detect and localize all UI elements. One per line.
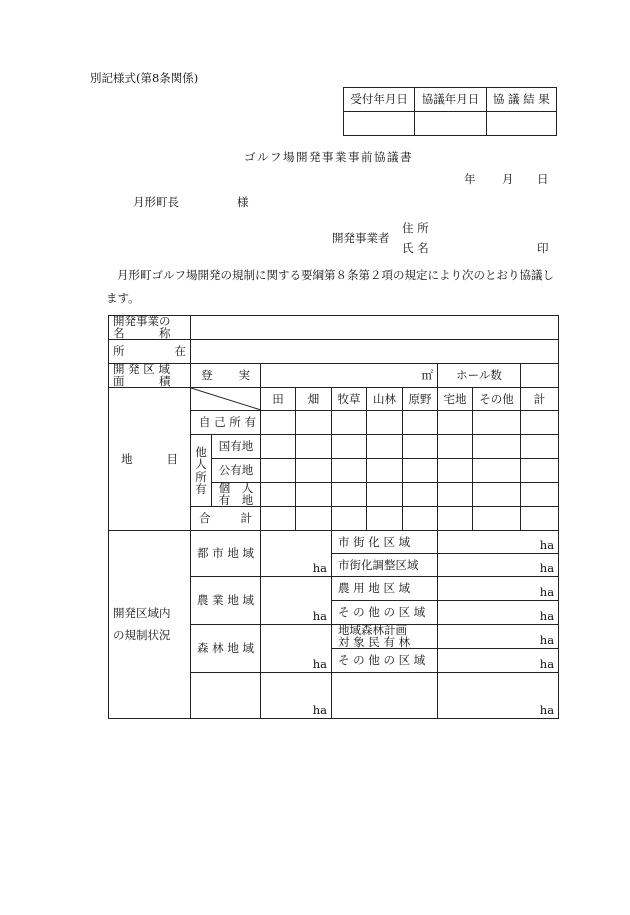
ha-unit: ha: [312, 561, 327, 576]
holes-value-cell[interactable]: [521, 364, 559, 388]
subtotal-label: 合 計: [191, 507, 261, 531]
form-reference: 別記様式(第8条関係): [90, 71, 199, 85]
cell[interactable]: [332, 459, 367, 483]
extra-zone-value[interactable]: ha: [438, 673, 559, 719]
header-rice: 田: [261, 388, 296, 411]
header-pasture: 牧草: [332, 388, 367, 411]
own-land-label: 自 己 所 有: [191, 411, 261, 435]
agri-area-value[interactable]: ha: [261, 577, 332, 625]
cell[interactable]: [403, 507, 438, 531]
addressee-name: 月形町長: [133, 195, 179, 209]
cell[interactable]: [438, 459, 473, 483]
agri-other-zone-value[interactable]: ha: [438, 601, 559, 625]
main-form-table: [108, 315, 559, 719]
date-day: 日: [537, 172, 549, 186]
receipt-date-header: 受付年月日: [344, 88, 415, 112]
square-meter-unit: ㎡: [421, 368, 433, 383]
cell[interactable]: [473, 507, 521, 531]
result-header: 協 議 結 果: [486, 88, 556, 112]
header-wild: 原野: [403, 388, 438, 411]
agri-zone-label: 農 用 地 区 域: [332, 577, 438, 601]
receipt-table: [343, 87, 557, 136]
adjustment-zone-value[interactable]: ha: [438, 554, 559, 577]
header-other: その他: [473, 388, 521, 411]
cell[interactable]: [473, 435, 521, 459]
header-residential: 宅地: [438, 388, 473, 411]
holes-label: ホール数: [438, 364, 521, 388]
cell[interactable]: [403, 483, 438, 507]
cell[interactable]: [438, 435, 473, 459]
location-cell[interactable]: [191, 340, 559, 364]
agri-other-zone-label: そ の 他 の 区 域: [332, 601, 438, 625]
regulation-status-label: 開発区域内 の規制状況: [109, 531, 191, 719]
location-label: 所 在: [109, 340, 191, 364]
land-category-label: 地 目: [109, 388, 191, 531]
cell[interactable]: [296, 435, 332, 459]
forest-plan-value[interactable]: ha: [438, 625, 559, 649]
consult-date-cell[interactable]: [415, 112, 486, 136]
private-land-label: 個 人 有 地: [212, 483, 261, 507]
forest-other-zone-value[interactable]: ha: [438, 649, 559, 673]
forest-area-value[interactable]: ha: [261, 625, 332, 673]
urban-area-value[interactable]: [261, 531, 332, 577]
cell[interactable]: [521, 507, 559, 531]
cell[interactable]: [367, 507, 403, 531]
area-measure-label: 登 実: [191, 364, 261, 388]
project-name-label: 開発事業の 名 称: [109, 316, 191, 340]
cell[interactable]: [296, 483, 332, 507]
header-forest: 山林: [367, 388, 403, 411]
agri-zone-value[interactable]: ha: [438, 577, 559, 601]
area-label: 開 発 区 域 面 積: [109, 364, 191, 388]
urbanization-zone-label: 市 街 化 区 域: [332, 531, 438, 554]
cell[interactable]: [296, 459, 332, 483]
cell[interactable]: [332, 411, 367, 435]
cell[interactable]: [473, 411, 521, 435]
diagonal-header-cell: [191, 388, 261, 411]
agri-area-label: 農 業 地 域: [191, 577, 261, 625]
cell[interactable]: [521, 459, 559, 483]
cell[interactable]: [296, 411, 332, 435]
extra-area-value[interactable]: ha: [261, 673, 332, 719]
cell[interactable]: [261, 435, 296, 459]
cell[interactable]: [403, 411, 438, 435]
cell[interactable]: [261, 483, 296, 507]
applicant-name-label: 氏 名: [402, 241, 429, 255]
forest-plan-label: 地域森林計画 対 象 民 有 林: [332, 625, 438, 649]
consult-date-header: 協議年月日: [415, 88, 486, 112]
date-month: 月: [502, 172, 514, 186]
cell[interactable]: [438, 411, 473, 435]
urban-area-label: 都 市 地 域: [191, 531, 261, 577]
extra-zone-label[interactable]: [332, 673, 438, 719]
receipt-date-cell[interactable]: [344, 112, 415, 136]
urbanization-zone-value[interactable]: ha: [438, 531, 559, 554]
forest-area-label: 森 林 地 域: [191, 625, 261, 673]
diagonal-line: [191, 388, 261, 410]
forest-other-zone-label: そ の 他 の 区 域: [332, 649, 438, 673]
header-total: 計: [521, 388, 559, 411]
result-cell[interactable]: [486, 112, 556, 136]
header-field: 畑: [296, 388, 332, 411]
body-text-line1: 月形町ゴルフ場開発の規制に関する要綱第８条第２項の規定により次のとおり協議し: [117, 268, 554, 282]
other-owned-label: 他 人 所 有: [191, 435, 212, 507]
cell[interactable]: [403, 435, 438, 459]
cell[interactable]: [367, 435, 403, 459]
public-land-label: 公有地: [212, 459, 261, 483]
date-year: 年: [464, 172, 476, 186]
cell[interactable]: [261, 411, 296, 435]
cell[interactable]: [473, 459, 521, 483]
document-title: ゴルフ場開発事業事前協議書: [244, 150, 413, 164]
cell[interactable]: [332, 483, 367, 507]
addressee-honorific: 様: [237, 195, 249, 209]
cell[interactable]: [403, 459, 438, 483]
cell[interactable]: [438, 507, 473, 531]
cell[interactable]: [367, 459, 403, 483]
applicant-role-label: 開発事業者: [332, 231, 390, 245]
cell[interactable]: [332, 435, 367, 459]
project-name-cell[interactable]: [191, 316, 559, 340]
seal-mark: 印: [537, 241, 549, 255]
cell[interactable]: [261, 459, 296, 483]
cell[interactable]: [521, 435, 559, 459]
adjustment-zone-label: 市街化調整区域: [332, 554, 438, 577]
cell[interactable]: [296, 507, 332, 531]
cell[interactable]: [438, 483, 473, 507]
body-text-line2: ます。: [106, 291, 140, 305]
cell[interactable]: [261, 507, 296, 531]
cell[interactable]: [473, 483, 521, 507]
cell[interactable]: [521, 411, 559, 435]
applicant-address-label: 住 所: [402, 221, 429, 235]
cell[interactable]: [521, 483, 559, 507]
national-land-label: 国有地: [212, 435, 261, 459]
extra-area-label[interactable]: [191, 673, 261, 719]
cell[interactable]: [367, 483, 403, 507]
area-value-cell[interactable]: [261, 364, 438, 388]
cell[interactable]: [367, 411, 403, 435]
cell[interactable]: [332, 507, 367, 531]
